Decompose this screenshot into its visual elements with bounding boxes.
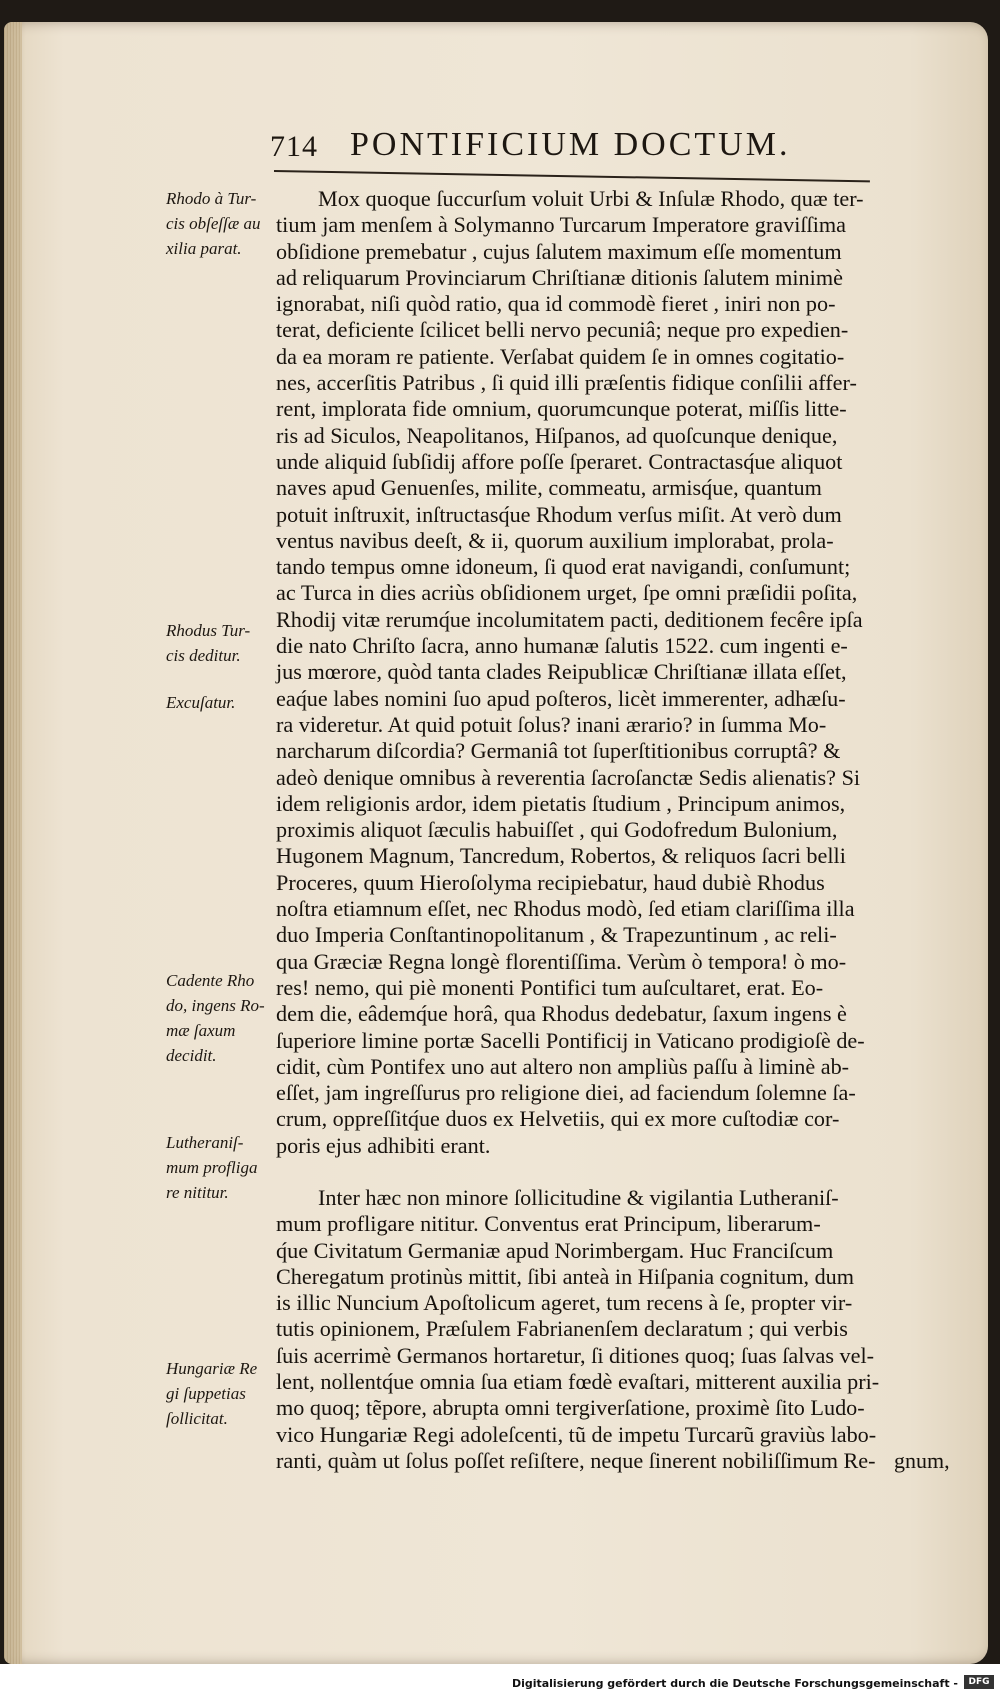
text-line: q́ue Civitatum Germaniæ apud Norimbergam. Huc Franciſcum (276, 1237, 834, 1263)
text-line: Rhodij vitæ rerumq́ue incolumitatem pacti, deditionem fecêre ipſa (276, 606, 863, 632)
text-line: nes, accerſitis Patribus , ſi quid illi præſentis fidique conſilii affer- (276, 370, 857, 396)
margin-note-line: mum profliga (166, 1158, 258, 1177)
margin-note-line: re nititur. (166, 1183, 229, 1202)
text-line: tium jam menſem à Solymanno Turcarum Imperatore graviſſima (276, 212, 846, 238)
text-line: die nato Chriſto ſacra, anno humanæ ſalutis 1522. cum ingenti e- (276, 633, 848, 659)
margin-note-line: Cadente Rho (166, 971, 255, 990)
text-line: ris ad Siculos, Neapolitanos, Hiſpanos, ad quoſcunque denique, (276, 422, 838, 448)
margin-note-line: ſollicitat. (166, 1409, 228, 1428)
margin-note-line: decidit. (166, 1046, 217, 1065)
text-line: Cheregatum protinùs mittit, ſibi anteà in Hiſpania cognitum, dum (276, 1263, 855, 1289)
text-line: tutis opinionem, Præſulem Fabrianenſem declaratum ; qui verbis (276, 1316, 848, 1342)
running-title: PONTIFICIUM DOCTUM. (350, 126, 791, 163)
text-line: potuit inſtruxit, inſtructasq́ue Rhodum verſus miſit. At verò dum (276, 501, 842, 527)
text-line: proximis aliquot ſæculis habuiſſet , qui Godofredum Bulonium, (276, 817, 838, 843)
margin-note-line: mæ ſaxum (166, 1021, 236, 1040)
margin-note-line: Rhodus Tur- (166, 621, 251, 640)
text-line: idem religionis ardor, idem pietatis ſtudium , Principum animos, (276, 790, 846, 816)
margin-note-line: Excuſatur. (166, 693, 236, 712)
text-line: lent, nollentq́ue omnia ſua etiam fœdè evaſtari, mitterent auxilia pri- (276, 1369, 880, 1395)
text-line: duo Imperia Conſtantinopolitanum , & Trapezuntinum , ac reli- (276, 922, 837, 948)
text-line: eaq́ue labes nomini ſuo apud poſteros, licèt immerenter, adhæſu- (276, 685, 846, 711)
text-line: crum, oppreſſitq́ue duos ex Helvetiis, qui ex more cuſtodiæ cor- (276, 1106, 840, 1132)
text-line: res! nemo, qui piè monenti Pontifici tum auſcultaret, erat. Eo- (276, 974, 824, 1000)
text-line: mo quoq; tẽpore, abrupta omni tergiverſatione, proximè ſito Ludo- (276, 1395, 865, 1421)
text-line: ad reliquarum Provinciarum Chriſtianæ ditionis ſalutem minimè (276, 264, 843, 290)
margin-note-line: Rhodo à Tur- (166, 189, 257, 208)
margin-note-line: Hungariæ Re (166, 1359, 258, 1378)
body-text (276, 186, 976, 1474)
margin-note-line: cis obſeſſæ au (166, 214, 261, 233)
text-line: noſtra etiamnum eſſet, nec Rhodus modò, ſed etiam clariſſima illa (276, 896, 855, 922)
margin-note-line: do, ingens Ro- (166, 996, 265, 1015)
text-line: obſidione premebatur , cujus ſalutem maximum eſſe momentum (276, 238, 842, 264)
text-line: dem die, eâdemq́ue horâ, qua Rhodus dedebatur, ſaxum ingens è (276, 1001, 847, 1027)
page-gutter-edge (4, 22, 22, 1664)
text-line: vico Hungariæ Regi adoleſcenti, tũ de impetu Turcarũ graviùs labo- (276, 1421, 877, 1447)
text-line: eſſet, jam ingreſſurus pro religione diei, ad faciendum ſolemne ſa- (276, 1080, 856, 1106)
text-line: jus mœrore, quòd tanta clades Reipublicæ Chriſtianæ illata eſſet, (276, 659, 847, 685)
text-line: qua Græciæ Regna longè florentiſſima. Verùm ò tempora! ò mo- (276, 948, 847, 974)
page-header (270, 118, 870, 170)
margin-note-hungariae-regi (166, 1356, 278, 1431)
text-line: ac Turca in dies acriùs obſidionem urget, ſpe omni præſidii poſita, (276, 580, 858, 606)
page-number: 714 (270, 130, 318, 163)
text-line: is illic Nuncium Apoſtolicum ageret, tum recens à ſe, propter vir- (276, 1290, 853, 1316)
margin-note-rhodo-auxilia (166, 186, 278, 261)
catchword: gnum, (894, 1448, 950, 1473)
margin-note-line: xilia parat. (166, 239, 242, 258)
text-line: naves apud Genuenſes, milite, commeatu, armisq́ue, quantum (276, 475, 822, 501)
text-line: ſuperiore limine portæ Sacelli Pontificij in Vaticano prodigioſè de- (276, 1027, 865, 1053)
margin-note-rhodus-deditur (166, 618, 278, 668)
margin-note-excusatur (166, 690, 278, 715)
text-line: adeò denique omnibus à reverentia ſacroſanctæ Sedis alienatis? Si (276, 764, 861, 790)
text-line: ignorabat, niſi quòd ratio, qua id commodè fieret , iniri non po- (276, 291, 836, 317)
text-line: mum profligare nititur. Conventus erat Principum, liberarum- (276, 1211, 821, 1237)
margin-note-line: Lutheraniſ- (166, 1133, 244, 1152)
text-line: tando tempus omne idoneum, ſi quod erat navigandi, conſumunt; (276, 554, 851, 580)
text-line: terat, deficiente ſcilicet belli nervo pecuniâ; neque pro expedien- (276, 317, 849, 343)
text-line: ſuis acerrimè Germanos hortaretur, ſi ditiones quoq; ſuas ſalvas vel- (276, 1342, 875, 1368)
digitization-footer (0, 1664, 1000, 1704)
margin-note-saxum-decidit (166, 968, 278, 1068)
text-line: poris ejus adhibiti erant. (276, 1132, 491, 1158)
text-line: da ea moram re patiente. Verſabat quidem ſe in omnes cogitatio- (276, 343, 845, 369)
text-line: unde aliquid ſubſidij affore poſſe ſperaret. Contractasq́ue aliquot (276, 448, 843, 474)
text-line: ventus navibus deeſt, & ii, quorum auxilium implorabat, prola- (276, 527, 834, 553)
text-line: ra videretur. At quid potuit ſolus? inani ærario? in ſumma Mo- (276, 711, 827, 737)
margin-note-line: cis deditur. (166, 646, 241, 665)
text-line: ranti, quàm ut ſolus poſſet reſiſtere, neque ſinerent nobiliſſimum Re- (276, 1447, 876, 1473)
margin-note-line: gi ſuppetias (166, 1384, 246, 1403)
text-line: Mox quoque ſuccurſum voluit Urbi & Inſulæ Rhodo, quæ ter- (318, 186, 864, 211)
paragraph (276, 1185, 976, 1474)
text-line: Inter hæc non minore ſollicitudine & vigilantia Lutheraniſ- (318, 1184, 839, 1210)
dfg-logo: DFG (964, 1675, 994, 1689)
text-line: narcharum diſcordia? Germaniâ tot ſuperſtitionibus corruptâ? & (276, 738, 841, 764)
paragraph (276, 186, 976, 1159)
text-line: cidit, cùm Pontifex uno aut altero non ampliùs paſſu à liminè ab- (276, 1053, 850, 1079)
footer-credit-text: Digitalisierung gefördert durch die Deutsche Forschungsgemeinschaft - (511, 1677, 958, 1690)
margin-note-lutheranismum (166, 1130, 278, 1205)
text-line: Proceres, quum Hieroſolyma recipiebatur, haud dubiè Rhodus (276, 869, 825, 895)
text-line: Hugonem Magnum, Tancredum, Robertos, & reliquos ſacri belli (276, 843, 846, 869)
text-line: rent, implorata fide omnium, quorumcunque poterat, miſſis litte- (276, 396, 847, 422)
